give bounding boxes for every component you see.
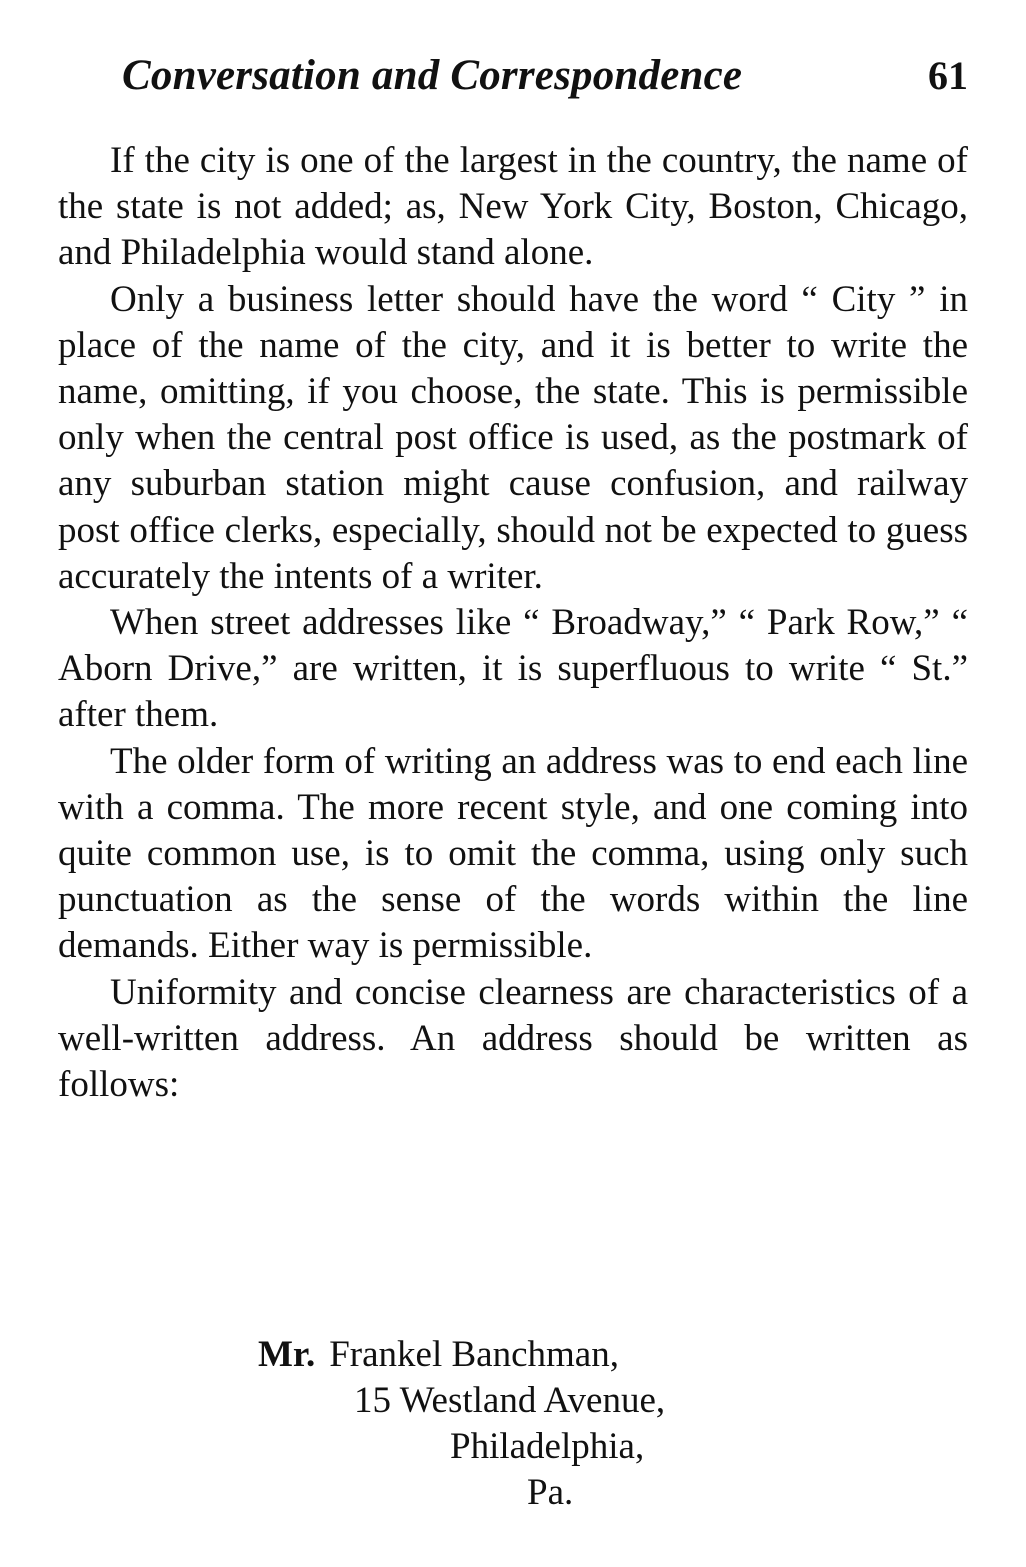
paragraph-comma-style: The older form of writing an address was to end each line with a comma. The more recent style, and one coming into quite common use, is to omit the comma, using only such punctuation as the sense of the words within the line demands. Either way is permissible. xyxy=(58,740,968,967)
address-honorific: Mr. xyxy=(258,1334,316,1375)
address-street-line: 15 Westland Avenue, xyxy=(354,1380,666,1421)
running-title: Conversation and Correspondence xyxy=(122,52,743,99)
running-head xyxy=(122,48,968,108)
address-state-line: Pa. xyxy=(527,1472,574,1513)
address-name-line xyxy=(258,1332,619,1378)
paragraph-uniformity: Uniformity and concise clearness are characteristics of a well-written address. An address should be written as follows: xyxy=(58,971,968,1106)
paragraph-business-letter-city: Only a business letter should have the word “ City ” in place of the name of the city, and it is better to write the name, omitting, if you choose, the state. This is permissible only when the central post office is used, as the postmark of any suburban station might cause confusion, and railway post office clerks, especially, should not be expected to guess accurately the intents of a writer. xyxy=(58,278,968,597)
paragraph-street-addresses: When street addresses like “ Broadway,” “ Park Row,” “ Aborn Drive,” are written, it is superfluous to write “ St.” after them. xyxy=(58,602,968,736)
address-name: Frankel Banchman, xyxy=(329,1334,619,1375)
paragraph-city-name-rule: If the city is one of the largest in the country, the name of the state is not added; as, New York City, Boston, Chicago, and Philadelphia would stand alone. xyxy=(58,140,968,274)
page-number: 61 xyxy=(928,53,968,98)
body-text xyxy=(58,138,968,1108)
address-city-line: Philadelphia, xyxy=(450,1426,645,1467)
